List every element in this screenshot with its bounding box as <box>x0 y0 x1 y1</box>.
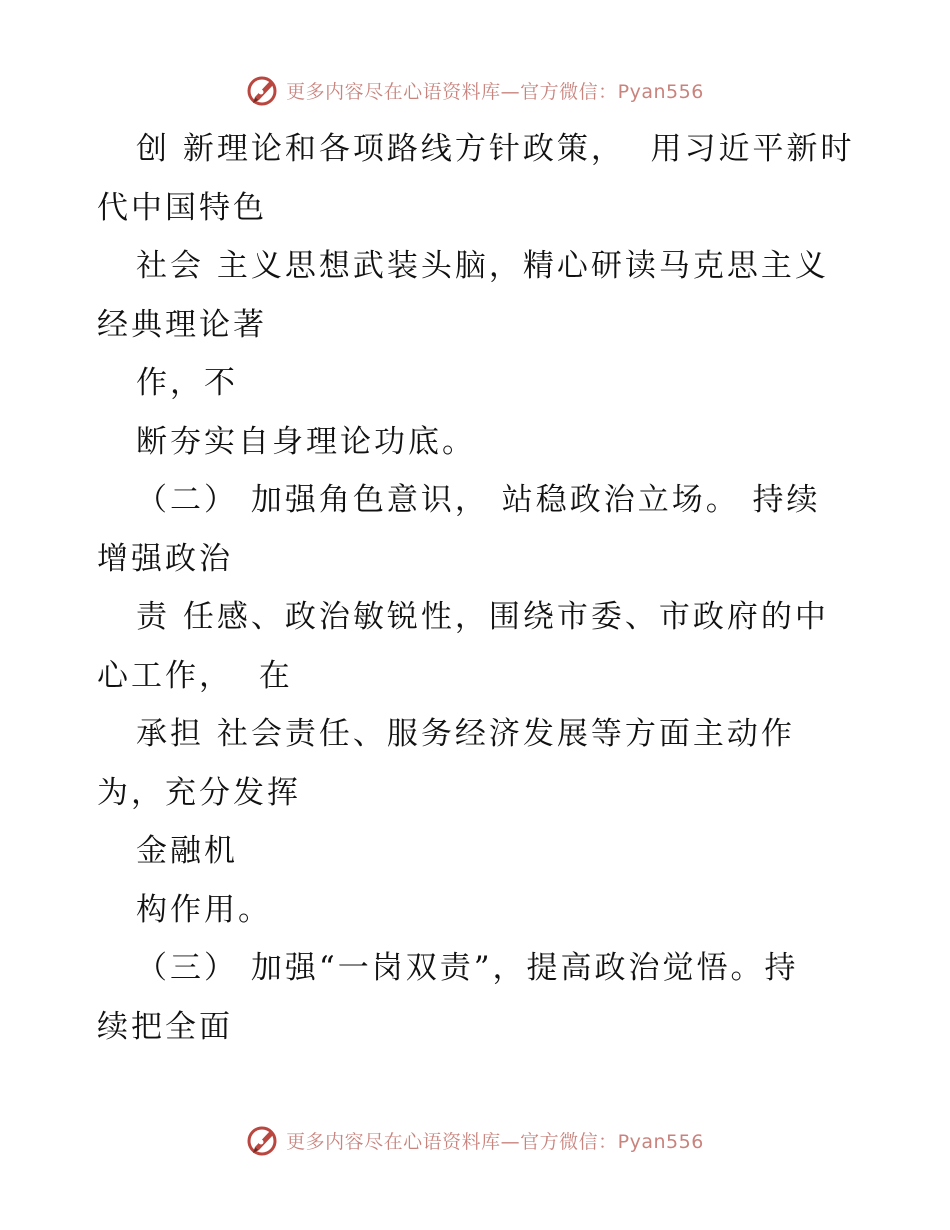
text-line: 断夯实自身理论功底。 <box>136 423 476 460</box>
footer-watermark <box>0 1120 950 1160</box>
pen-logo-icon <box>246 73 280 107</box>
text-line: 增强政治 <box>97 540 233 577</box>
text-line: 构作用。 <box>136 891 272 928</box>
text-line: 为，充分发挥 <box>97 774 301 811</box>
text-line: 作，不 <box>136 365 238 401</box>
text-line: 责 任感、政治敏锐性，围绕市委、市政府的中 <box>136 599 829 635</box>
text-line: 续把全面 <box>97 1008 233 1045</box>
text-line: （二） 加强角色意识， 站稳政治立场。 持续 <box>136 482 821 518</box>
text-line: 金融机 <box>136 833 238 869</box>
header-watermark <box>0 70 950 110</box>
text-line: 承担 社会责任、服务经济发展等方面主动作 <box>136 716 795 752</box>
pen-logo-icon <box>246 1123 280 1157</box>
document-body <box>97 120 857 1056</box>
text-line: 代中国特色 <box>97 189 267 226</box>
watermark-text: 更多内容尽在心语资料库—官方微信：Pyan556 <box>286 80 704 103</box>
text-line: 心工作， 在 <box>97 657 293 694</box>
text-line: 经典理论著 <box>97 306 267 343</box>
text-line: （三） 加强“一岗双责”，提高政治觉悟。持 <box>136 950 799 986</box>
text-line: 社会 主义思想武装头脑，精心研读马克思主义 <box>136 248 829 284</box>
watermark-text: 更多内容尽在心语资料库—官方微信：Pyan556 <box>286 1130 704 1153</box>
text-line: 创 新理论和各项路线方针政策， 用习近平新时 <box>136 131 855 167</box>
